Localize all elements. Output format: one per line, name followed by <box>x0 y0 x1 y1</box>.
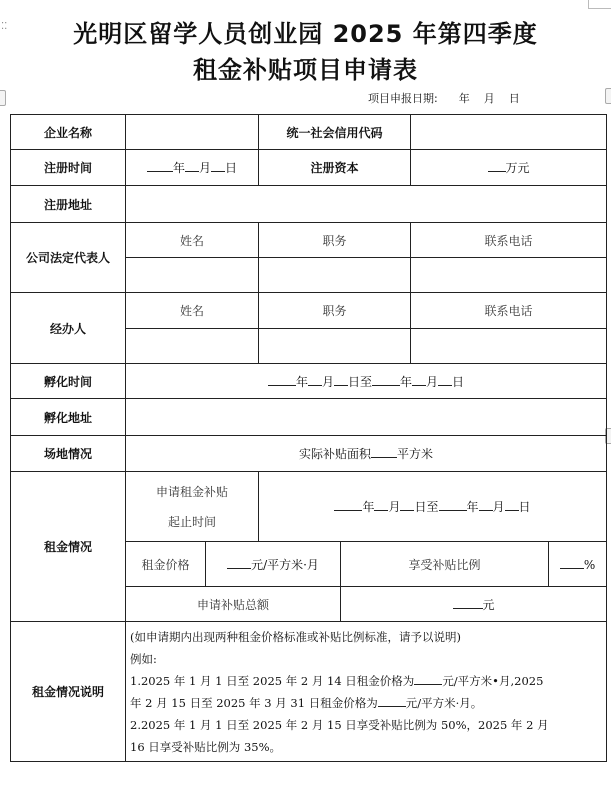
right-margin-marker <box>605 88 611 104</box>
incubation-address-field[interactable] <box>126 399 607 436</box>
table-row <box>11 150 607 186</box>
left-margin-marker <box>0 90 6 106</box>
page-title-line1: 光明区留学人员创业园 2025 年第四季度 <box>73 20 538 48</box>
legal-rep-position-header: 职务 <box>259 223 411 258</box>
legal-rep-label: 公司法定代表人 <box>11 223 126 293</box>
table-row <box>11 115 607 150</box>
reg-address-label: 注册地址 <box>11 186 126 223</box>
rent-note-example-2a: 2.2025 年 1 月 1 日至 2025 年 2 月 15 日享受补贴比例为 50%，2025 年 2 月 <box>130 717 549 732</box>
reg-capital-field[interactable]: 万元 <box>411 150 607 186</box>
table-row <box>11 293 607 329</box>
apply-date-label: 项目申报日期: <box>368 92 438 105</box>
handler-label: 经办人 <box>11 293 126 364</box>
handler-position-field[interactable] <box>259 329 411 364</box>
page-title-line2: 租金补贴项目申请表 <box>193 56 418 84</box>
rent-note-example-1a: 1.2025 年 1 月 1 日至 2025 年 2 月 14 日租金价格为 元/平方米•月,2025 <box>130 673 544 688</box>
table-row <box>11 622 607 762</box>
legal-rep-phone-field[interactable] <box>411 258 607 293</box>
apply-date-month: 月 <box>483 92 495 105</box>
reg-address-field[interactable] <box>126 186 607 223</box>
reg-capital-label: 注册资本 <box>259 150 411 186</box>
apply-date-year: 年 <box>458 92 470 105</box>
rent-note-label: 租金情况说明 <box>11 622 126 762</box>
legal-rep-name-field[interactable] <box>126 258 259 293</box>
handler-name-header: 姓名 <box>126 293 259 329</box>
reg-time-label: 注册时间 <box>11 150 126 186</box>
company-name-label: 企业名称 <box>11 115 126 150</box>
subsidy-total-label: 申请补贴总额 <box>126 587 341 622</box>
legal-rep-phone-header: 联系电话 <box>411 223 607 258</box>
subsidy-ratio-field[interactable]: % <box>549 542 607 587</box>
legal-rep-name-header: 姓名 <box>126 223 259 258</box>
page-corner-marker <box>588 0 611 9</box>
company-name-field[interactable] <box>126 115 259 150</box>
site-label: 场地情况 <box>11 436 126 472</box>
handler-phone-header: 联系电话 <box>411 293 607 329</box>
incubation-time-field[interactable]: 年 月 日至 年 月 日 <box>126 364 607 399</box>
apply-date <box>368 90 520 106</box>
rent-note-hint: (如申请期内出现两种租金价格标准或补贴比例标准，请予以说明) <box>130 629 461 644</box>
rent-period-field[interactable]: 年 月 日至 年 月 日 <box>259 472 607 542</box>
rent-note-field[interactable] <box>126 622 607 762</box>
subsidy-total-field[interactable]: 元 <box>341 587 607 622</box>
handler-name-field[interactable] <box>126 329 259 364</box>
subsidy-ratio-label: 享受补贴比例 <box>341 542 549 587</box>
rent-period-label: 申请租金补贴 起止时间 <box>126 472 259 542</box>
application-form-table <box>10 114 607 762</box>
handler-position-header: 职务 <box>259 293 411 329</box>
rent-note-example-2b: 16 日享受补贴比例为 35%。 <box>130 739 282 754</box>
incubation-address-label: 孵化地址 <box>11 399 126 436</box>
table-row <box>11 364 607 399</box>
table-row <box>11 186 607 223</box>
rent-label: 租金情况 <box>11 472 126 622</box>
apply-date-day: 日 <box>508 92 520 105</box>
table-row <box>11 436 607 472</box>
incubation-time-label: 孵化时间 <box>11 364 126 399</box>
rent-note-example-label: 例如: <box>130 651 157 666</box>
table-move-handle-icon[interactable]: ⁚⁚ <box>1 21 8 32</box>
table-row <box>11 472 607 542</box>
reg-time-field[interactable]: 年 月 日 <box>126 150 259 186</box>
site-area-field[interactable]: 实际补贴面积 平方米 <box>126 436 607 472</box>
credit-code-field[interactable] <box>411 115 607 150</box>
rent-price-label: 租金价格 <box>126 542 206 587</box>
rent-price-field[interactable]: 元/平方米·月 <box>206 542 341 587</box>
legal-rep-position-field[interactable] <box>259 258 411 293</box>
table-row <box>11 399 607 436</box>
credit-code-label: 统一社会信用代码 <box>259 115 411 150</box>
handler-phone-field[interactable] <box>411 329 607 364</box>
rent-note-example-1b: 年 2 月 15 日至 2025 年 3 月 31 日租金价格为 元/平方米·月。 <box>130 695 483 710</box>
table-row <box>11 223 607 258</box>
